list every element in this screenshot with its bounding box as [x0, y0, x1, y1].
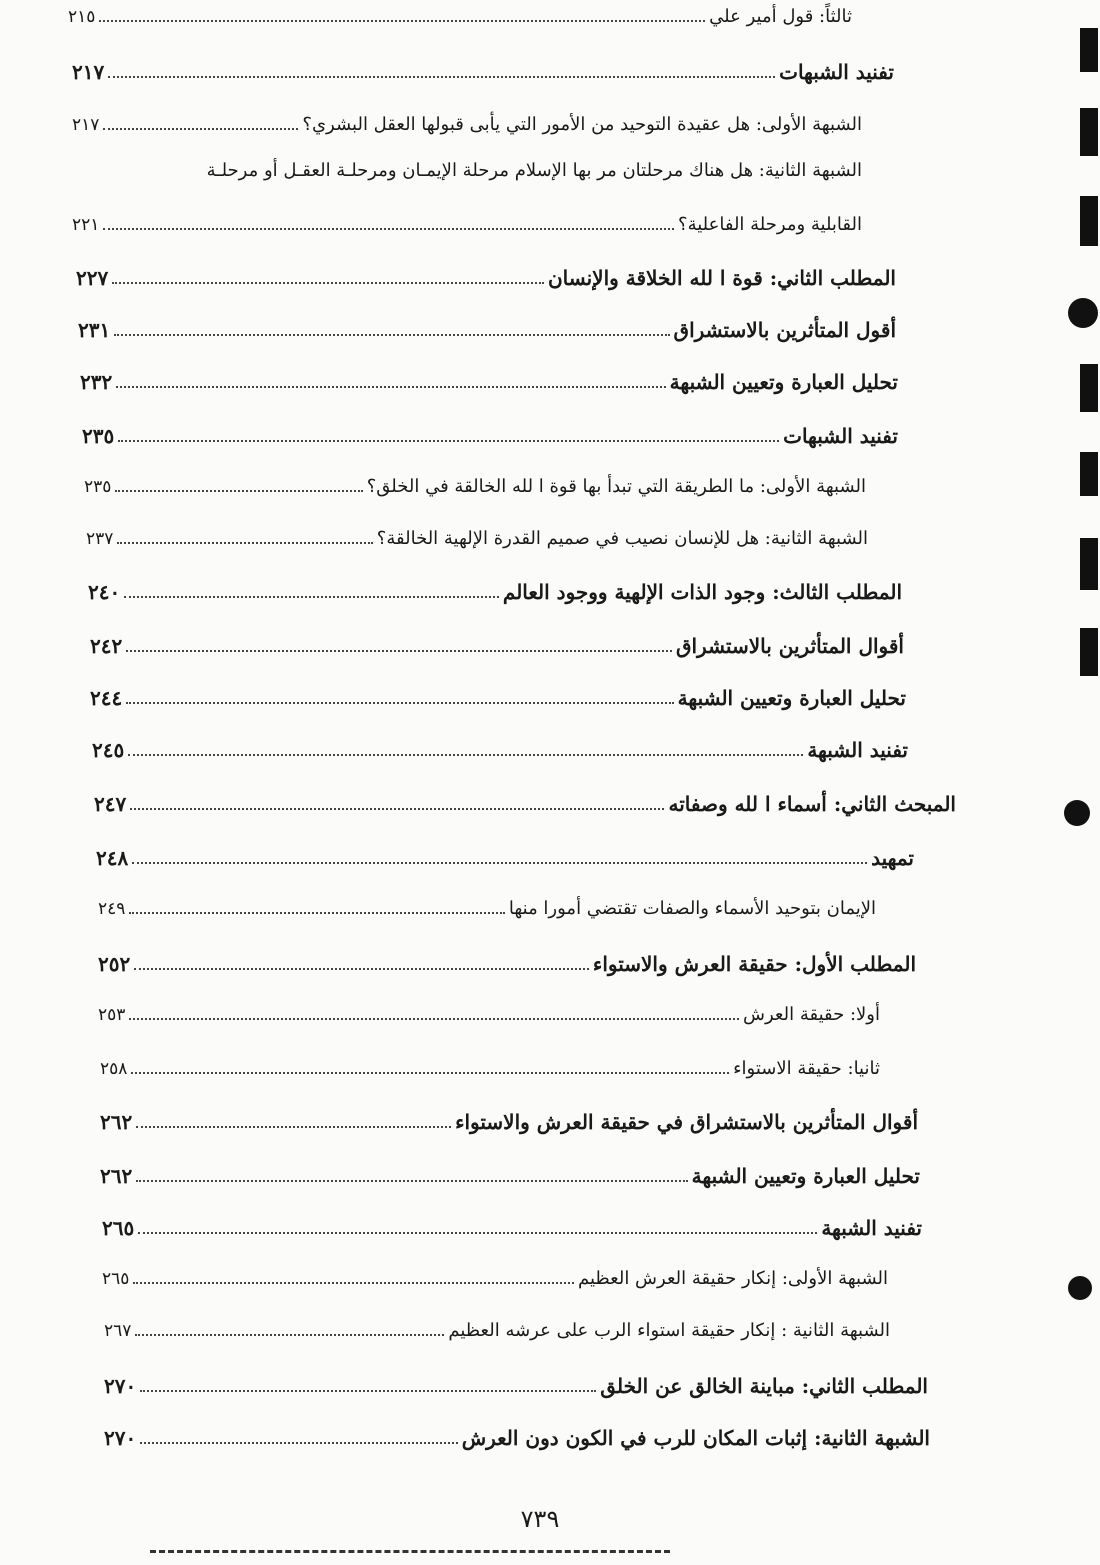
binder-mark — [1080, 452, 1098, 496]
dot-leader — [129, 912, 504, 914]
toc-entry — [72, 114, 862, 136]
toc-entry-page: ٢٥٢ — [98, 952, 131, 976]
toc-entry-page: ٢٣١ — [78, 318, 111, 342]
toc-entry-title: أقول المتأثرين بالاستشراق — [673, 318, 896, 342]
toc-entry-title: تحليل العبارة وتعيين الشبهة — [669, 370, 898, 394]
toc-entry-page: ٢٦٥ — [102, 1216, 135, 1240]
toc-entry-title: تفنيد الشبهات — [783, 424, 898, 448]
toc-entry-page: ٢٧٠ — [104, 1374, 137, 1398]
toc-entry-title: تحليل العبارة وتعيين الشبهة — [677, 686, 906, 710]
dot-leader — [117, 542, 372, 544]
binder-hole — [1064, 800, 1090, 826]
toc-entry-title: المطلب الثاني: قوة ا لله الخلاقة والإنسان — [547, 266, 896, 290]
toc-entry-page: ٢٥٨ — [100, 1059, 128, 1080]
toc-entry-page: ٢١٧ — [72, 60, 105, 84]
dot-leader — [132, 862, 867, 864]
toc-entry-page: ٢٤٩ — [98, 899, 126, 920]
toc-entry — [100, 1058, 880, 1080]
toc-entry — [76, 266, 896, 290]
toc-entry-title: الشبهة الثانية: إثبات المكان للرب في الكون دون العرش — [461, 1426, 930, 1450]
toc-entry — [96, 846, 914, 870]
toc-entry — [92, 738, 908, 762]
toc-entry-page: ٢١٧ — [72, 115, 100, 136]
toc-entry-title: المطلب الثاني: مباينة الخالق عن الخلق — [600, 1374, 928, 1398]
dot-leader — [131, 1072, 729, 1074]
toc-entry-page: ٢٢١ — [72, 215, 100, 236]
toc-entry-title: ثالثاً: قول أمير علي — [709, 6, 852, 27]
toc-entry-title: الشبهة الأولى: ما الطريقة التي تبدأ بها قوة ا لله الخالقة في الخلق؟ — [366, 476, 866, 497]
toc-entry-title: المطلب الثالث: وجود الذات الإلهية ووجود العالم — [502, 580, 902, 604]
toc-entry-title-line-1: الشبهة الثانية: هل هناك مرحلتان مر بها الإسلام مرحلة الإيمـان ومرحلـة العقـل أو مرحلـة — [206, 160, 862, 181]
toc-entry — [94, 792, 956, 816]
toc-entry — [98, 1004, 880, 1026]
toc-entry-page: ٢٤٠ — [88, 580, 121, 604]
toc-entry-title: الشبهة الأولى: إنكار حقيقة العرش العظيم — [577, 1268, 888, 1289]
dot-leader — [136, 1180, 687, 1182]
toc-entry-page: ٢٦٥ — [102, 1269, 130, 1290]
toc-entry — [80, 370, 898, 394]
toc-entry-title: ثانيا: حقيقة الاستواء — [733, 1058, 880, 1079]
toc-entry-title: الشبهة الثانية : إنكار حقيقة استواء الرب على عرشه العظيم — [448, 1320, 890, 1341]
dot-leader — [114, 334, 669, 336]
dot-leader — [112, 282, 544, 284]
toc-entry — [104, 1374, 928, 1398]
toc-entry — [72, 60, 894, 84]
toc-entry-title: أقوال المتأثرين بالاستشراق — [675, 634, 904, 658]
toc-entry — [90, 686, 906, 710]
dot-leader — [118, 440, 779, 442]
dot-leader — [126, 650, 672, 652]
toc-entry-title: تفنيد الشبهات — [779, 60, 894, 84]
dot-leader — [116, 386, 665, 388]
dot-leader — [136, 1126, 451, 1128]
toc-entry-title: المبحث الثاني: أسماء ا لله وصفاته — [668, 792, 956, 816]
binder-mark — [1080, 108, 1098, 156]
dot-leader — [99, 20, 705, 22]
toc-entry-page: ٢٣٥ — [82, 424, 115, 448]
dot-leader — [129, 1018, 739, 1020]
toc-entry — [98, 898, 876, 920]
toc-entry-title: الإيمان بتوحيد الأسماء والصفات تقتضي أمورا منها — [508, 898, 876, 919]
dot-leader — [103, 228, 674, 230]
binder-hole — [1068, 1276, 1092, 1300]
dot-leader — [115, 490, 362, 492]
toc-entry — [100, 1110, 918, 1134]
dot-leader — [134, 968, 589, 970]
toc-entry — [104, 1320, 890, 1342]
dot-leader — [108, 76, 775, 78]
dot-leader — [140, 1442, 457, 1444]
dot-leader — [140, 1390, 596, 1392]
toc-entry — [98, 952, 916, 976]
toc-entry — [90, 634, 904, 658]
toc-entry — [86, 528, 868, 550]
toc-entry-page: ٢٥٣ — [98, 1005, 126, 1026]
toc-entry-title: الشبهة الأولى: هل عقيدة التوحيد من الأمور التي يأبى قبولها العقل البشري؟ — [302, 114, 862, 135]
toc-entry — [72, 214, 862, 236]
toc-entry-page: ٢٦٢ — [100, 1110, 133, 1134]
toc-entry-page: ٢٣٢ — [80, 370, 113, 394]
toc-entry — [78, 318, 896, 342]
scan-edge — [150, 1550, 670, 1559]
binder-hole — [1068, 298, 1098, 328]
binder-mark — [1080, 628, 1098, 676]
toc-entry-title: تفنيد الشبهة — [821, 1216, 922, 1240]
toc-entry-page: ٢٧٠ — [104, 1426, 137, 1450]
toc-entry — [68, 6, 852, 28]
toc-entry-page: ٢٦٢ — [100, 1164, 133, 1188]
dot-leader — [103, 128, 298, 130]
dot-leader — [130, 808, 664, 810]
toc-entry-title: تحليل العبارة وتعيين الشبهة — [691, 1164, 920, 1188]
dot-leader — [128, 754, 803, 756]
toc-entry — [88, 580, 902, 604]
toc-entry-title-line-2: القابلية ومرحلة الفاعلية؟ — [678, 214, 862, 235]
binder-mark — [1080, 364, 1098, 412]
toc-entry — [100, 1164, 920, 1188]
toc-entry-title: أولا: حقيقة العرش — [743, 1004, 880, 1025]
toc-entry-page: ٢٤٤ — [90, 686, 123, 710]
toc-entry-page: ٢٣٧ — [86, 529, 114, 550]
toc-entry — [102, 1216, 922, 1240]
toc-entry-page: ٢١٥ — [68, 7, 96, 28]
toc-entry-title: الشبهة الثانية: هل للإنسان نصيب في صميم القدرة الإلهية الخالقة؟ — [376, 528, 868, 549]
toc-entry-page: ٢٢٧ — [76, 266, 109, 290]
toc-entry-page: ٢٤٨ — [96, 846, 129, 870]
page-number: ٧٣٩ — [520, 1505, 560, 1533]
toc-entry-title: أقوال المتأثرين بالاستشراق في حقيقة العرش والاستواء — [455, 1110, 918, 1134]
dot-leader — [138, 1232, 817, 1234]
toc-entry-page: ٢٤٥ — [92, 738, 125, 762]
toc-entry-page: ٢٦٧ — [104, 1321, 132, 1342]
binder-mark — [1080, 196, 1098, 246]
toc-entry-title: تمهيد — [871, 846, 914, 870]
toc-entry-page: ٢٣٥ — [84, 477, 112, 498]
toc-entry-page: ٢٤٧ — [94, 792, 127, 816]
dot-leader — [133, 1282, 574, 1284]
binder-mark — [1080, 28, 1098, 72]
dot-leader — [126, 702, 673, 704]
toc-entry — [84, 476, 866, 498]
toc-entry-page: ٢٤٢ — [90, 634, 123, 658]
toc-entry-title: المطلب الأول: حقيقة العرش والاستواء — [592, 952, 916, 976]
dot-leader — [135, 1334, 444, 1336]
dot-leader — [124, 596, 499, 598]
toc-entry-title: تفنيد الشبهة — [807, 738, 908, 762]
binder-mark — [1080, 538, 1098, 590]
toc-entry — [104, 1426, 930, 1450]
toc-entry — [102, 1268, 888, 1290]
toc-entry — [82, 424, 898, 448]
